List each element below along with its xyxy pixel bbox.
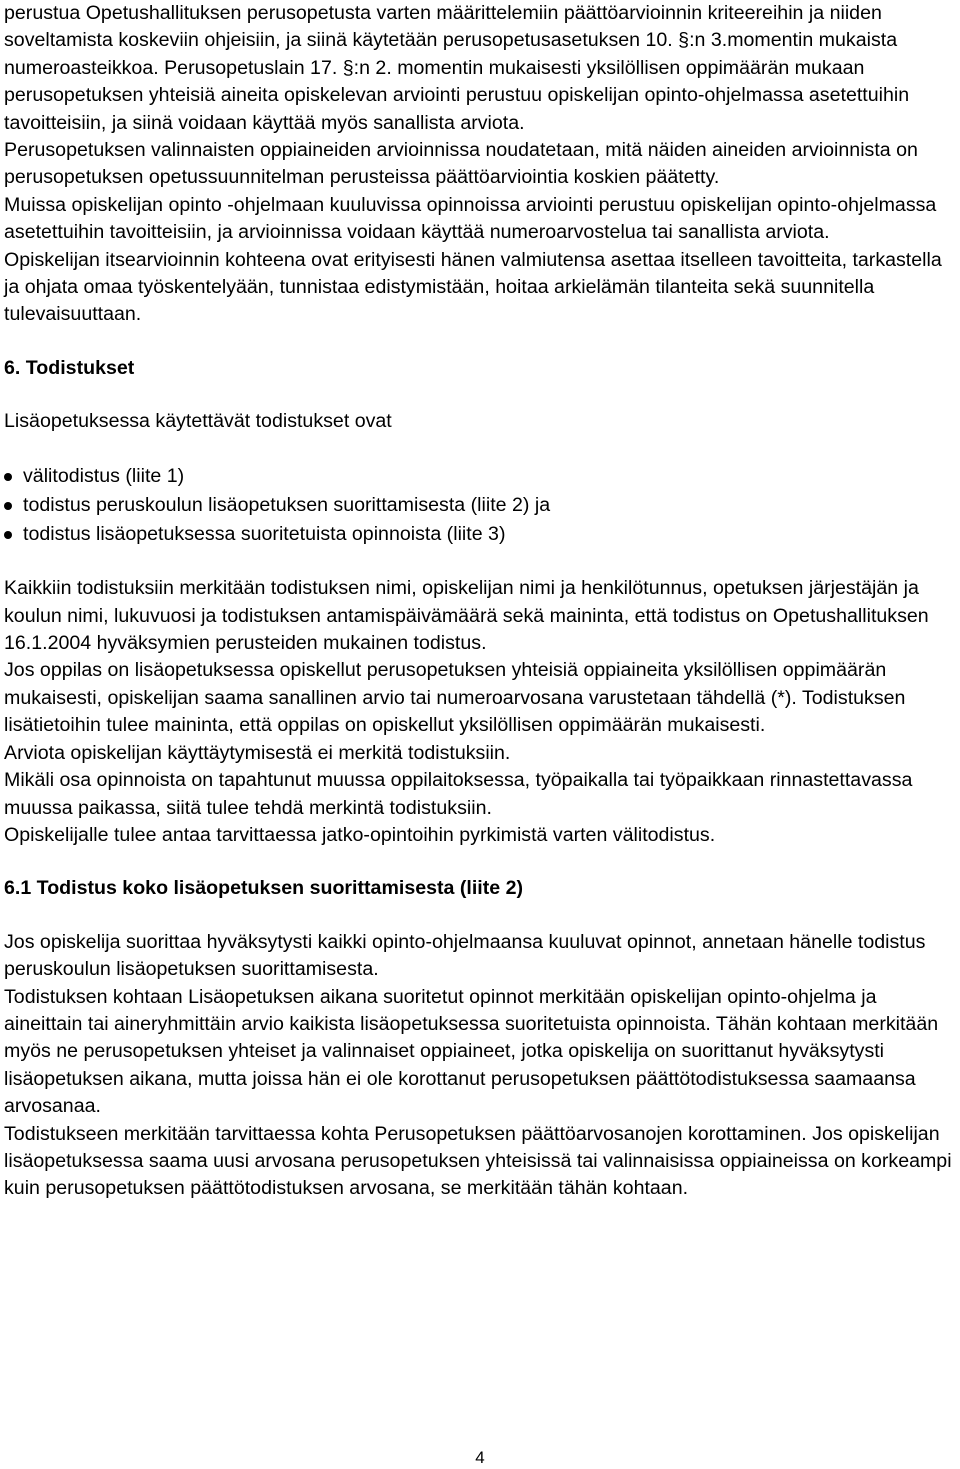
section-heading-6: 6. Todistukset — [4, 356, 135, 379]
paragraph: Todistukseen merkitään tarvittaessa kohta Perusopetuksen päättöarvosanojen korottaminen. Jos opiskelijan lisäopetuksessa saama uusi arvosana perusopetuksen yhteisissä tai valinnaisissa oppiaineissa on korkeampi kuin perusopetuksen päättötodistuksen arvosana, se merkitään tähän kohtaan. — [4, 1122, 952, 1200]
list-item-text: todistus peruskoulun lisäopetuksen suorittamisesta (liite 2) ja — [23, 493, 551, 516]
paragraph: Opiskelijan itsearvioinnin kohteena ovat erityisesti hänen valmiutensa asettaa itselleen tavoitteita, tarkastella ja ohjata omaa työskentelyään, tunnistaa edistymistään, hoitaa arkielämän tilanteita sekä suunnitella tulevaisuuttaan. — [4, 248, 942, 326]
paragraph: Jos opiskelija suorittaa hyväksytysti kaikki opinto-ohjelmaansa kuuluvat opinnot, annetaan hänelle todistus peruskoulun lisäopetuksen suorittamisesta. — [4, 930, 926, 981]
paragraph: Opiskelijalle tulee antaa tarvittaessa jatko-opintoihin pyrkimistä varten välitodistus. — [4, 823, 716, 846]
document-page — [4, 0, 958, 1203]
list-item — [4, 491, 958, 520]
list-item — [4, 462, 958, 491]
paragraph: Todistuksen kohtaan Lisäopetuksen aikana suoritetut opinnot merkitään opiskelijan opinto-ohjelma ja aineittain tai aineryhmittäin arvio kaikista lisäopetuksessa suoritetuista opinnoista. Tähän kohtaan merkitään myös ne perusopetuksen yhteiset ja valinnaiset oppiaineet, jotka opiskelija on suorittanut hyväksytysti lisäopetuksen aikana, mutta joissa hän ei ole korottanut perusopetuksen päättötodistuksessa saamaansa arvosanaa. — [4, 985, 939, 1118]
section-6-body — [4, 575, 958, 849]
paragraph: Kaikkiin todistuksiin merkitään todistuksen nimi, opiskelijan nimi ja henkilötunnus, opetuksen järjestäjän ja koulun nimi, lukuvuosi ja todistuksen antamispäivämäärä sekä maininta, että todistus on Opetushallituksen 16.1.2004 hyväksymien perusteiden mukainen todistus. — [4, 577, 929, 655]
list-item-text: todistus lisäopetuksessa suoritetuista opinnoista (liite 3) — [23, 523, 506, 546]
bullet-icon — [4, 531, 12, 539]
paragraph: Perusopetuksen valinnaisten oppiaineiden arvioinnissa noudatetaan, mitä näiden aineiden arvioinnista on perusopetuksen opetussuunnitelman perusteissa päättöarviointia koskien päätetty. — [4, 139, 918, 189]
section-heading-6-1: 6.1 Todistus koko lisäopetuksen suorittamisesta (liite 2) — [4, 877, 524, 900]
list-item-text: välitodistus (liite 1) — [23, 464, 185, 487]
list-item — [4, 520, 958, 549]
top-text-block — [4, 0, 958, 329]
paragraph: Mikäli osa opinnoista on tapahtunut muussa oppilaitoksessa, työpaikalla tai työpaikkaan rinnastettavassa muussa paikassa, siitä tulee tehdä merkintä todistuksiin. — [4, 769, 913, 819]
paragraph: perustua Opetushallituksen perusopetusta varten määrittelemiin päättöarvioinnin kriteereihin ja niiden soveltamista koskeviin ohjeisiin, ja siinä käytetään perusopetusasetuksen 10. §:n 3.momentin mukaista numeroasteikkoa. Perusopetuslain 17. §:n 2. momentin mukaisesti yksilöllisen oppimäärän mukaan perusopetuksen yhteisiä aineita opiskelevan arviointi perustuu opiskelijan opinto-ohjelmassa asetettuihin tavoitteisiin, ja siinä voidaan käyttää myös sanallista arviota. — [4, 2, 910, 134]
paragraph: Arviota opiskelijan käyttäytymisestä ei merkitä todistuksiin. — [4, 741, 511, 764]
page-number: 4 — [475, 1448, 485, 1467]
bullet-icon — [4, 473, 12, 481]
paragraph: Jos oppilas on lisäopetuksessa opiskellut perusopetuksen yhteisiä oppiaineita yksilöllisen oppimäärän mukaisesti, opiskelijan saama sanallinen arvio tai numeroarvosana varustetaan tähdellä (*). Todistuksen lisätietoihin tulee maininta, että oppilas on opiskellut yksilöllisen oppimäärän mukaisesti. — [4, 659, 906, 737]
paragraph: Muissa opiskelijan opinto -ohjelmaan kuuluvissa opinnoissa arviointi perustuu opiskelijan opinto-ohjelmassa asetettuihin tavoitteisiin, ja arvioinnissa voidaan käyttää numeroarvostelua tai sanallista arviota. — [4, 193, 937, 244]
certificates-intro: Lisäopetuksessa käytettävät todistukset ovat — [4, 410, 392, 433]
bullet-icon — [4, 502, 12, 510]
section-6-1-body — [4, 929, 958, 1203]
certificate-list — [4, 462, 958, 550]
